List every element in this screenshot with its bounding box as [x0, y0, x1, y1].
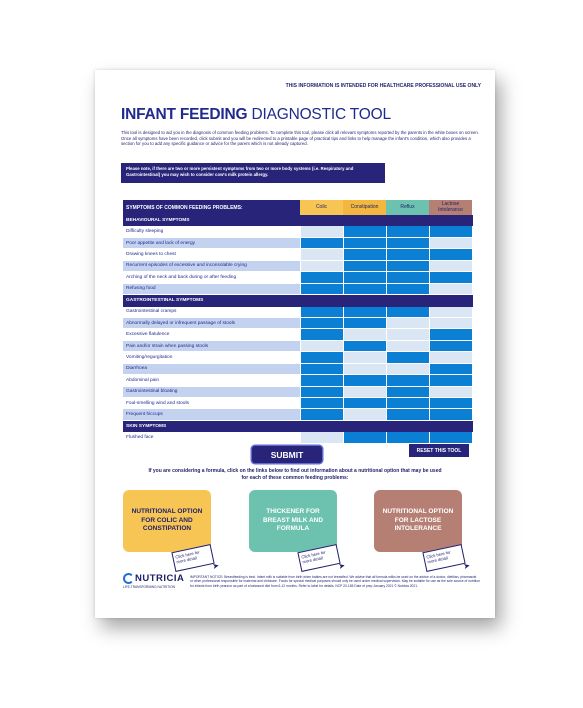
lactose-more-detail-label: Click here for more detail: [425, 549, 452, 565]
symptom-row[interactable]: [123, 318, 473, 329]
symptom-row[interactable]: [123, 341, 473, 352]
symptom-cell[interactable]: [386, 409, 429, 419]
symptom-label: Drawing knees to chest: [123, 249, 300, 259]
symptom-cell[interactable]: [343, 318, 386, 328]
intro-text: This tool is designed to aid you in the diagnosis of common feeding problems. To complete this tool, please click all relevant symptoms reported by the parents in the white boxes on screen. Once all symptoms have been recorded, click submit and you will be redirected to a printable page of practical tips and links to help manage the infant's condition, which also provides a section for you to add any specific guidance or advice for the parent which is not already captured.: [121, 130, 479, 147]
document-page: [95, 70, 495, 618]
symptom-label: Arching of the neck and back during or after feeding: [123, 272, 300, 282]
symptom-row[interactable]: [123, 409, 473, 420]
symptom-cell[interactable]: [300, 432, 343, 442]
symptom-cell[interactable]: [300, 364, 343, 374]
column-header: Reflux: [386, 200, 429, 215]
symptom-cell[interactable]: [386, 387, 429, 397]
symptom-row[interactable]: [123, 261, 473, 272]
symptom-row[interactable]: [123, 307, 473, 318]
symptom-label: Foul-smelling wind and stools: [123, 398, 300, 408]
symptom-cell[interactable]: [343, 261, 386, 271]
table-header-label: SYMPTOMS OF COMMON FEEDING PROBLEMS:: [123, 200, 300, 215]
table-header: [123, 200, 473, 215]
symptom-label: Poor appetite and lack of energy: [123, 238, 300, 248]
symptom-cell[interactable]: [343, 432, 386, 442]
symptom-cell[interactable]: [343, 238, 386, 248]
symptom-cell[interactable]: [386, 318, 429, 328]
symptom-label: Flushed face: [123, 432, 300, 442]
symptom-cell[interactable]: [300, 238, 343, 248]
symptom-cell[interactable]: [343, 307, 386, 317]
colic-constipation-card[interactable]: NUTRITIONAL OPTION FOR COLIC AND CONSTIPATION: [123, 490, 211, 552]
title-rest: DIAGNOSTIC TOOL: [247, 106, 391, 123]
submit-button[interactable]: SUBMIT: [252, 446, 322, 463]
reset-button[interactable]: RESET THIS TOOL: [409, 444, 469, 457]
symptom-label: Abnormally delayed or infrequent passage of stools: [123, 318, 300, 328]
symptom-cell[interactable]: [300, 341, 343, 351]
symptom-cell[interactable]: [429, 352, 472, 362]
important-notice: IMPORTANT NOTICE: Breastfeeding is best. Infant milk is suitable from birth when babies are not breastfed. We advise that all formula milks be used on the advice of a doctor, dietitian, pharmacist or other professional responsible for maternal and childcare. Foods for special medical purposes should only be used under medical supervision. May be suitable for use as the sole source of nutrition for infants from birth years/or as part of a balanced diet from 6-12 months. Refer to label for details. NCP 20-185 Date of prep January 2021 © Nutricia 2021.: [190, 575, 480, 588]
symptom-cell[interactable]: [429, 387, 472, 397]
page-title: [121, 106, 391, 124]
symptom-cell[interactable]: [343, 398, 386, 408]
symptom-cell[interactable]: [300, 352, 343, 362]
symptom-cell[interactable]: [300, 387, 343, 397]
formula-cta: If you are considering a formula, click on the links below to find out information about a nutritional option that may be used for each of these common feeding problems:: [148, 468, 442, 481]
symptom-row[interactable]: [123, 432, 473, 443]
symptom-cell[interactable]: [343, 375, 386, 385]
symptom-row[interactable]: [123, 329, 473, 340]
symptom-table: [123, 200, 473, 444]
column-header: Colic: [300, 200, 343, 215]
cursor-icon: ➤: [462, 560, 472, 572]
symptom-cell[interactable]: [343, 341, 386, 351]
symptom-cell[interactable]: [386, 261, 429, 271]
symptom-cell[interactable]: [386, 284, 429, 294]
cursor-icon: ➤: [337, 560, 347, 572]
thickener-more-detail-label: Click here for more detail: [300, 549, 327, 565]
column-header: Lactose Intolerance: [429, 200, 472, 215]
symptom-cell[interactable]: [386, 352, 429, 362]
symptom-row[interactable]: [123, 352, 473, 363]
symptom-cell[interactable]: [429, 261, 472, 271]
symptom-cell[interactable]: [429, 341, 472, 351]
symptom-row[interactable]: [123, 284, 473, 295]
logo-word: NUTRICIA: [135, 573, 185, 584]
symptom-cell[interactable]: [429, 409, 472, 419]
symptom-cell[interactable]: [343, 364, 386, 374]
symptom-cell[interactable]: [300, 329, 343, 339]
symptom-cell[interactable]: [343, 329, 386, 339]
column-header: Constipation: [343, 200, 386, 215]
symptom-cell[interactable]: [386, 272, 429, 282]
symptom-cell[interactable]: [429, 329, 472, 339]
symptom-cell[interactable]: [300, 318, 343, 328]
symptom-label: Pain and/or strain when passing stools: [123, 341, 300, 351]
logo-tagline: LIFE-TRANSFORMING NUTRITION: [123, 585, 175, 589]
symptom-label: Diarrhoea: [123, 364, 300, 374]
symptom-cell[interactable]: [343, 249, 386, 259]
symptom-row[interactable]: [123, 398, 473, 409]
symptom-cell[interactable]: [429, 272, 472, 282]
symptom-cell[interactable]: [429, 375, 472, 385]
symptom-cell[interactable]: [386, 364, 429, 374]
symptom-cell[interactable]: [386, 226, 429, 236]
nutricia-logo: [123, 573, 185, 589]
cursor-icon: ➤: [211, 560, 221, 572]
symptom-cell[interactable]: [429, 364, 472, 374]
symptom-cell[interactable]: [429, 432, 472, 442]
symptom-cell[interactable]: [429, 307, 472, 317]
section-header: GASTROINTESTINAL SYMPTOMS: [123, 295, 473, 306]
symptom-cell[interactable]: [386, 375, 429, 385]
symptom-cell[interactable]: [300, 284, 343, 294]
symptom-label: Excessive flatulence: [123, 329, 300, 339]
section-header: BEHAVIOURAL SYMPTOMS: [123, 215, 473, 226]
symptom-row[interactable]: [123, 249, 473, 260]
lactose-intolerance-card[interactable]: NUTRITIONAL OPTION FOR LACTOSE INTOLERANCE: [374, 490, 462, 552]
symptom-row[interactable]: [123, 364, 473, 375]
hcp-notice: THIS INFORMATION IS INTENDED FOR HEALTHCARE PROFESSIONAL USE ONLY: [285, 83, 481, 89]
symptom-cell[interactable]: [429, 318, 472, 328]
symptom-row[interactable]: [123, 375, 473, 386]
symptom-cell[interactable]: [343, 272, 386, 282]
symptom-cell[interactable]: [300, 409, 343, 419]
symptom-cell[interactable]: [300, 398, 343, 408]
colic-more-detail-label: Click here for more detail: [174, 549, 201, 565]
symptom-label: Vomiting/regurgitation: [123, 352, 300, 362]
symptom-row[interactable]: [123, 387, 473, 398]
symptom-cell[interactable]: [343, 352, 386, 362]
symptom-label: Refusing food: [123, 284, 300, 294]
symptom-cell[interactable]: [300, 261, 343, 271]
symptom-cell[interactable]: [300, 307, 343, 317]
symptom-label: Frequent hiccups: [123, 409, 300, 419]
symptom-cell[interactable]: [386, 238, 429, 248]
symptom-cell[interactable]: [429, 226, 472, 236]
symptom-label: Difficulty sleeping: [123, 226, 300, 236]
symptom-cell[interactable]: [343, 226, 386, 236]
symptom-row[interactable]: [123, 272, 473, 283]
section-header: SKIN SYMPTOMS: [123, 421, 473, 432]
symptom-cell[interactable]: [386, 432, 429, 442]
symptom-cell[interactable]: [300, 249, 343, 259]
symptom-label: Gastrointestinal cramps: [123, 307, 300, 317]
symptom-label: Abdominal pain: [123, 375, 300, 385]
symptom-cell[interactable]: [300, 226, 343, 236]
thickener-card[interactable]: THICKENER FOR BREAST MILK AND FORMULA: [249, 490, 337, 552]
symptom-cell[interactable]: [386, 329, 429, 339]
symptom-cell[interactable]: [386, 341, 429, 351]
symptom-cell[interactable]: [429, 238, 472, 248]
symptom-row[interactable]: [123, 226, 473, 237]
symptom-cell[interactable]: [300, 272, 343, 282]
symptom-cell[interactable]: [386, 249, 429, 259]
symptom-row[interactable]: [123, 238, 473, 249]
symptom-cell[interactable]: [386, 398, 429, 408]
symptom-cell[interactable]: [386, 307, 429, 317]
symptom-cell[interactable]: [429, 398, 472, 408]
symptom-cell[interactable]: [343, 409, 386, 419]
symptom-cell[interactable]: [300, 375, 343, 385]
symptom-label: Gastrointestinal bloating: [123, 387, 300, 397]
symptom-cell[interactable]: [343, 387, 386, 397]
symptom-cell[interactable]: [429, 249, 472, 259]
symptom-label: Recurrent episodes of excessive and inconsolable crying: [123, 261, 300, 271]
symptom-cell[interactable]: [429, 284, 472, 294]
nutricia-mark-icon: [123, 573, 134, 584]
symptom-cell[interactable]: [343, 284, 386, 294]
cmpa-alert: Please note, if there are two or more persistent symptoms from two or more body systems (i.e. Respiratory and Gastrointestinal) you may wish to consider cow's milk protein allergy.: [121, 163, 385, 183]
title-bold: INFANT FEEDING: [121, 106, 248, 123]
